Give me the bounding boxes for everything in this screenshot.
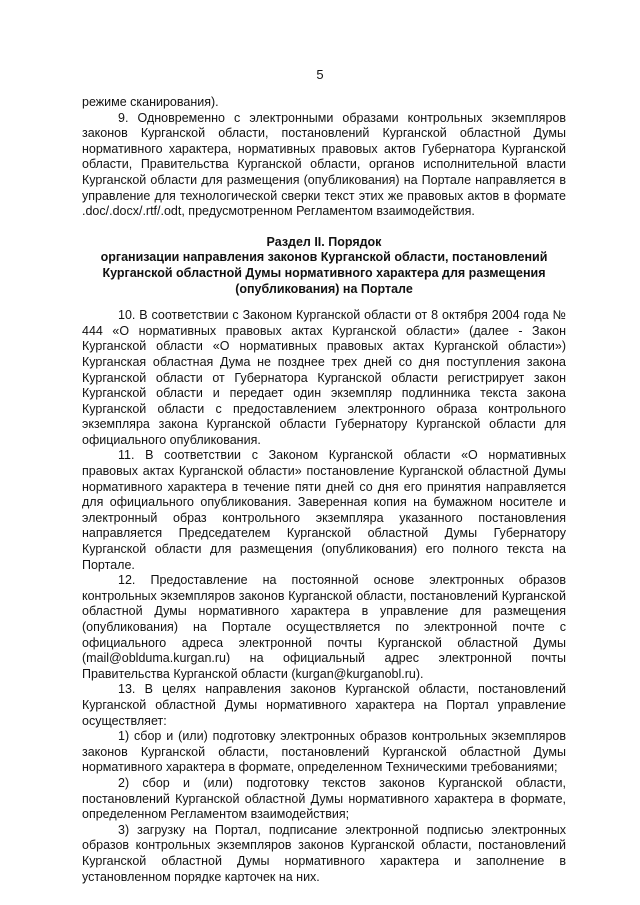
section-title: [82, 235, 566, 297]
paragraph-9: 9. Одновременно с электронными образами контрольных экземпляров законов Курганской области, постановлений Курганской областной Думы нормативного характера, нормативных правовых актов Губернатора Курганской области, Правительства Курганской области, органов исполнительной власти Курганской области для размещения (опубликования) на Портале направляется в управление для технологической сверки текст этих же правовых актов в формате .doc/.docx/.rtf/.odt, предусмотренном Регламентом взаимодействия.: [82, 110, 566, 219]
paragraph-continuation: режиме сканирования).: [82, 95, 219, 109]
list-item-2: 2) сбор и (или) подготовку текстов законов Курганской области, постановлений Курганской областной Думы нормативного характера в формате, определенном Регламентом взаимодействия;: [82, 775, 566, 822]
paragraph-13: 13. В целях направления законов Курганской области, постановлений Курганской областной Думы нормативного характера на Портал управление осуществляет:: [82, 682, 566, 728]
paragraph-12: 12. Предоставление на постоянной основе электронных образов контрольных экземпляров законов Курганской области, постановлений Курганской областной Думы нормативного характера в управление для размещения (опубликования) на Портале осуществляется по электронной почте с официального адреса электронной почты Курганской областной Думы (mail@oblduma.kurgan.ru) на официальный адрес электронной почты Правительства Курганской области (kurgan@kurganobl.ru).: [82, 573, 566, 681]
list-item-1: 1) сбор и (или) подготовку электронных образов контрольных экземпляров законов Курганской области, постановлений Курганской областной Думы нормативного характера в формате, определенном Техническими требованиями;: [82, 729, 566, 775]
section-heading: Раздел II. Порядок: [266, 234, 382, 249]
section-subheading: организации направления законов Курганской области, постановлений Курганской областной Думы нормативного характера для размещения (опубликования) на Портале: [100, 250, 548, 296]
document-body: [82, 95, 566, 885]
list-item-3: 3) загрузку на Портал, подписание электронной подписью электронных образов контрольных экземпляров законов Курганской области, постановлений Курганской областной Думы нормативного характера и заполнение в установленном порядке карточек на них.: [82, 822, 566, 884]
paragraph-11: 11. В соответствии с Законом Курганской области «О нормативных правовых актах Курганской области» постановление Курганской областной Думы нормативного характера в течение пяти дней со дня его принятия направляется для официального опубликования. Заверенная копия на бумажном носителе и электронный образ контрольного экземпляра указанного постановления направляется Председателем Курганской областной Думы Губернатору Курганской области для размещения (опубликования) его полного текста на Портале.: [82, 448, 566, 572]
paragraph-10: 10. В соответствии с Законом Курганской области от 8 октября 2004 года № 444 «О нормативных правовых актах Курганской области» (далее - Закон Курганской области «О нормативных правовых актах Курганской области») Курганская областная Дума не позднее трех дней со дня поступления закона Курганской области от Губернатора Курганской области регистрирует закон Курганской области и передает один экземпляр подлинника текста закона Курганской области с предоставлением электронного образа контрольного экземпляра закона Курганской области Губернатору Курганской области для официального опубликования.: [82, 308, 566, 447]
page-number: 5: [316, 67, 324, 82]
